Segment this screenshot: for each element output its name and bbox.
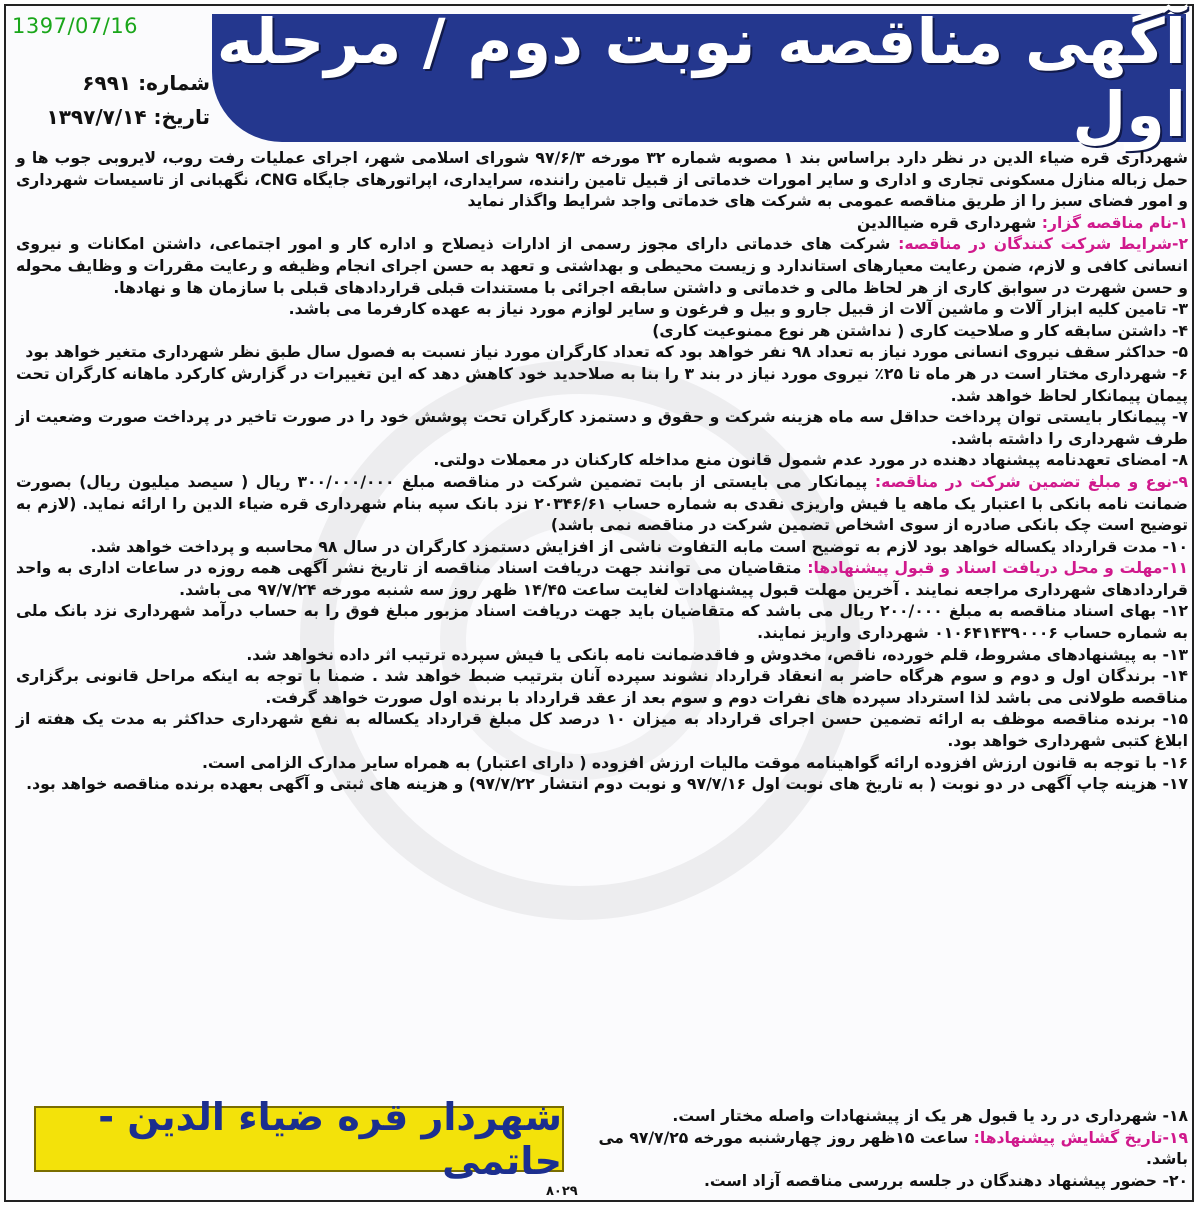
condition-text: پیمانکار می بایستی از بابت تضمین شرکت در مناقصه مبلغ ۳۰۰/۰۰۰/۰۰۰ ریال ( سیصد میلیون ریال) بصورت ضمانت نامه بانکی با اعتبار یک ماهه یا فیش واریزی نقدی به شماره حساب ۲۰۳۴۶/۶۱ نزد بانک سپه بنام شهرداری قره ضیاء الدین را ارائه نماید. (لازم به توضیح است چک بانکی صادره از سوی اشخاص تضمین شرکت در مناقصه نمی باشد): [16, 472, 1188, 535]
condition-text: مدت قرارداد یکساله خواهد بود لازم به توضیح است مابه التفاوت ناشی از افزایش دستمزد کارگران در سال ۹۸ محاسبه و پرداخت خواهد شد.: [90, 537, 1163, 556]
condition-number: ۱۹-: [1162, 1128, 1188, 1147]
title-banner: [212, 5, 1186, 151]
condition-text: شهرداری در رد یا قبول هر یک از پیشنهادات واصله مختار است.: [672, 1107, 1163, 1125]
date-value: ۱۳۹۷/۷/۱۴: [46, 105, 147, 129]
condition-number: ۲-: [1171, 235, 1188, 254]
number-value: ۶۹۹۱: [82, 71, 132, 95]
condition-number: ۱۲-: [1162, 602, 1188, 621]
condition-number: ۱۰-: [1162, 537, 1188, 556]
condition-text: شهرداری مختار است در هر ماه تا ۲۵٪ نیروی مورد نیاز در بند ۳ را بنا به صلاحدید خود کاهش دهد که این تغییرات در گزارش کارکرد ماهانه کارگران تحت پیمان پیمانکار لحاظ خواهد شد.: [16, 364, 1188, 405]
condition-heading: مهلت و محل دریافت اسناد و قبول پیشنهادها:: [807, 559, 1163, 578]
condition-item: [16, 774, 1188, 796]
number-line: [22, 66, 210, 100]
condition-number: ۱۷-: [1162, 775, 1188, 794]
condition-text: حداکثر سقف نیروی انسانی مورد نیاز به تعداد ۹۸ نفر خواهد بود که تعداد کارگران مورد نیاز نسبت به فصول سال طبق نظر شهرداری متغیر خواهد بود: [25, 343, 1172, 362]
condition-item: [568, 1171, 1188, 1193]
condition-text: هزینه چاپ آگهی در دو نوبت ( به تاریخ های نوبت اول ۹۷/۷/۱۶ و نوبت دوم انتشار ۹۷/۷/۲۲) و هزینه های ثبتی و آگهی بعهده برنده مناقصه خواهد بود.: [26, 775, 1163, 794]
condition-item: [16, 558, 1188, 601]
condition-number: ۳-: [1171, 300, 1188, 319]
condition-number: ۱-: [1171, 213, 1188, 232]
condition-number: ۱۸-: [1162, 1107, 1188, 1125]
condition-item: [568, 1106, 1188, 1128]
condition-item: [16, 321, 1188, 343]
condition-item: [16, 666, 1188, 709]
condition-text: به پیشنهادهای مشروط، قلم خورده، ناقص، مخدوش و فاقدضمانت نامه بانکی یا فیش سپرده ترتیب اثر داده نخواهد شد.: [246, 645, 1163, 664]
condition-number: ۱۱-: [1162, 559, 1188, 578]
condition-item: [568, 1128, 1188, 1171]
condition-text: تامین کلیه ابزار آلات و ماشین آلات از قبیل جارو و بیل و فرغون و سایر لوازم مورد نیاز به عهده کارفرما می باشد.: [288, 300, 1172, 319]
date-label: تاریخ:: [153, 105, 210, 129]
condition-number: ۱۵-: [1162, 710, 1188, 729]
condition-number: ۹-: [1171, 472, 1188, 491]
condition-text: امضای تعهدنامه پیشنهاد دهنده در مورد عدم شمول قانون منع مداخله کارکنان در معملات دولتی.: [433, 451, 1172, 470]
condition-number: ۱۴-: [1162, 667, 1188, 686]
condition-item: [16, 450, 1188, 472]
conditions-list: [16, 213, 1188, 796]
condition-item: [16, 234, 1188, 299]
condition-item: [16, 364, 1188, 407]
page-title: آگهی مناقصه نوبت دوم / مرحله اول: [216, 5, 1186, 151]
condition-heading: شرایط شرکت کنندگان در مناقصه:: [898, 235, 1172, 254]
condition-text: متقاضیان می توانند جهت دریافت اسناد مناقصه از تاریخ نشر آگهی همه روزه در ساعات اداری به واحد قراردادهای شهرداری مراجعه نمایند . آخرین مهلت قبول پیشنهادات لغایت ساعت ۱۴/۴۵ ظهر روز سه شنبه مورخه ۹۷/۷/۲۴ می باشد.: [16, 559, 1188, 599]
condition-number: ۱۳-: [1162, 645, 1188, 664]
intro-paragraph: شهرداری قره ضیاء الدین در نظر دارد براساس بند ۱ مصوبه شماره ۳۲ مورخه ۹۷/۶/۳ شورای اسلامی شهر، اجرای عملیات رفت روب، لایروبی جوب ها و حمل زباله منازل مسکونی تجاری و اداری و سایر امورات خدماتی از قبیل تامین راننده، سرایداری، اپراتورهای جایگاه CNG، نگهبانی از تاسیسات شهرداری و امور فضای سبز را از طریق مناقصه عمومی به شرکت های خدماتی واجد شرایط واگذار نماید: [16, 149, 1188, 211]
condition-item: [16, 753, 1188, 775]
condition-text: با توجه به قانون ارزش افزوده ارائه گواهینامه موقت مالیات ارزش افزوده ( دارای اعتبار) به همراه سایر مدارک الزامی است.: [201, 753, 1163, 772]
condition-item: [16, 213, 1188, 235]
code-number: ۸۰۲۹: [546, 1184, 578, 1199]
condition-number: ۸-: [1171, 451, 1188, 470]
condition-text: حضور پیشنهاد دهندگان در جلسه بررسی مناقصه آزاد است.: [703, 1171, 1163, 1190]
tender-body: [16, 148, 1188, 796]
condition-text: داشتن سابقه کار و صلاحیت کاری ( نداشتن هر نوع ممنوعیت کاری): [652, 321, 1172, 340]
condition-item: [16, 342, 1188, 364]
condition-item: [16, 645, 1188, 667]
condition-text: ساعت ۱۵ظهر روز چهارشنبه مورخه ۹۷/۷/۲۵ می باشد.: [598, 1128, 1188, 1169]
condition-number: ۱۶-: [1162, 753, 1188, 772]
condition-text: برنده مناقصه موظف به ارائه تضمین حسن اجرای قرارداد به میزان ۱۰ درصد کل مبلغ قرارداد یکساله به نفع شهرداری حداکثر به مدت یک هفته از ابلاغ کتبی شهرداری خواهد بود.: [16, 710, 1188, 751]
condition-number: ۶-: [1171, 364, 1188, 383]
number-label: شماره:: [138, 71, 210, 95]
condition-text: شهرداری قره ضیاالدین: [857, 213, 1042, 232]
condition-text: بهای اسناد مناقصه به مبلغ ۲۰۰/۰۰۰ ریال می باشد که متقاضیان باید جهت دریافت اسناد مزبور مبلغ فوق را به حساب درآمد شهرداری نزد بانک ملی به شماره حساب ۰۱۰۶۴۱۴۳۹۰۰۰۶ شهرداری واریز نمایند.: [16, 602, 1188, 643]
condition-item: [16, 472, 1188, 537]
condition-number: ۷-: [1171, 408, 1188, 427]
condition-heading: نام مناقصه گزار:: [1041, 213, 1172, 232]
document-meta: [22, 66, 210, 134]
condition-heading: تاریخ گشایش پیشنهادها:: [973, 1128, 1163, 1147]
condition-item: [16, 299, 1188, 321]
date-line: [22, 100, 210, 134]
condition-item: [16, 407, 1188, 450]
print-date-stamp: 1397/07/16: [12, 14, 139, 38]
signature-box: [34, 1095, 564, 1183]
condition-item: [16, 709, 1188, 752]
condition-text: برندگان اول و دوم و سوم هرگاه حاضر به انعقاد قرارداد نشوند سپرده آنان بترتیب ضبط خواهد شد . ضمنا با توجه به اینکه مراحل قانونی برگزاری مناقصه طولانی می باشد لذا استرداد سپرده های نفرات دوم و سوم بعد از عقد قرارداد با برنده اول صورت خواهد گرفت.: [16, 667, 1188, 707]
footer: [16, 1095, 1188, 1199]
condition-text: پیمانکار بایستی توان پرداخت حداقل سه ماه هزینه شرکت و حقوق و دستمزد کارگران تحت پوشش خود را در صورت تاخیر در پرداخت صورت وضعیت از طرف شهرداری را داشته باشد.: [16, 408, 1188, 448]
signature: شهردار قره ضیاء الدین - حاتمی: [98, 1095, 562, 1183]
condition-number: ۲۰-: [1162, 1171, 1188, 1190]
condition-text: شرکت های خدماتی دارای مجوز رسمی از ادارات ذیصلاح و اداره کار و امور اجتماعی، داشتن امکانات و نیروی انسانی کافی و لازم، ضمن رعایت معیارهای استاندارد و زیست محیطی و بهداشتی و تعهد به حسن اجرای انجام وظیفه و رعایت مقررات و وظایف محوله و حسن شهرت در سوابق کاری از هر لحاظ مالی و خدماتی و داشتن سابقه اجرائی با مستندات قبلی قراردادهای قبلی با سازمان ها و نهادها.: [16, 235, 1188, 297]
condition-number: ۴-: [1171, 321, 1188, 340]
condition-item: [16, 601, 1188, 644]
condition-heading: نوع و مبلغ تضمین شرکت در مناقصه:: [874, 472, 1172, 491]
condition-number: ۵-: [1171, 343, 1188, 362]
condition-item: [16, 537, 1188, 559]
final-conditions-list: [568, 1106, 1188, 1192]
